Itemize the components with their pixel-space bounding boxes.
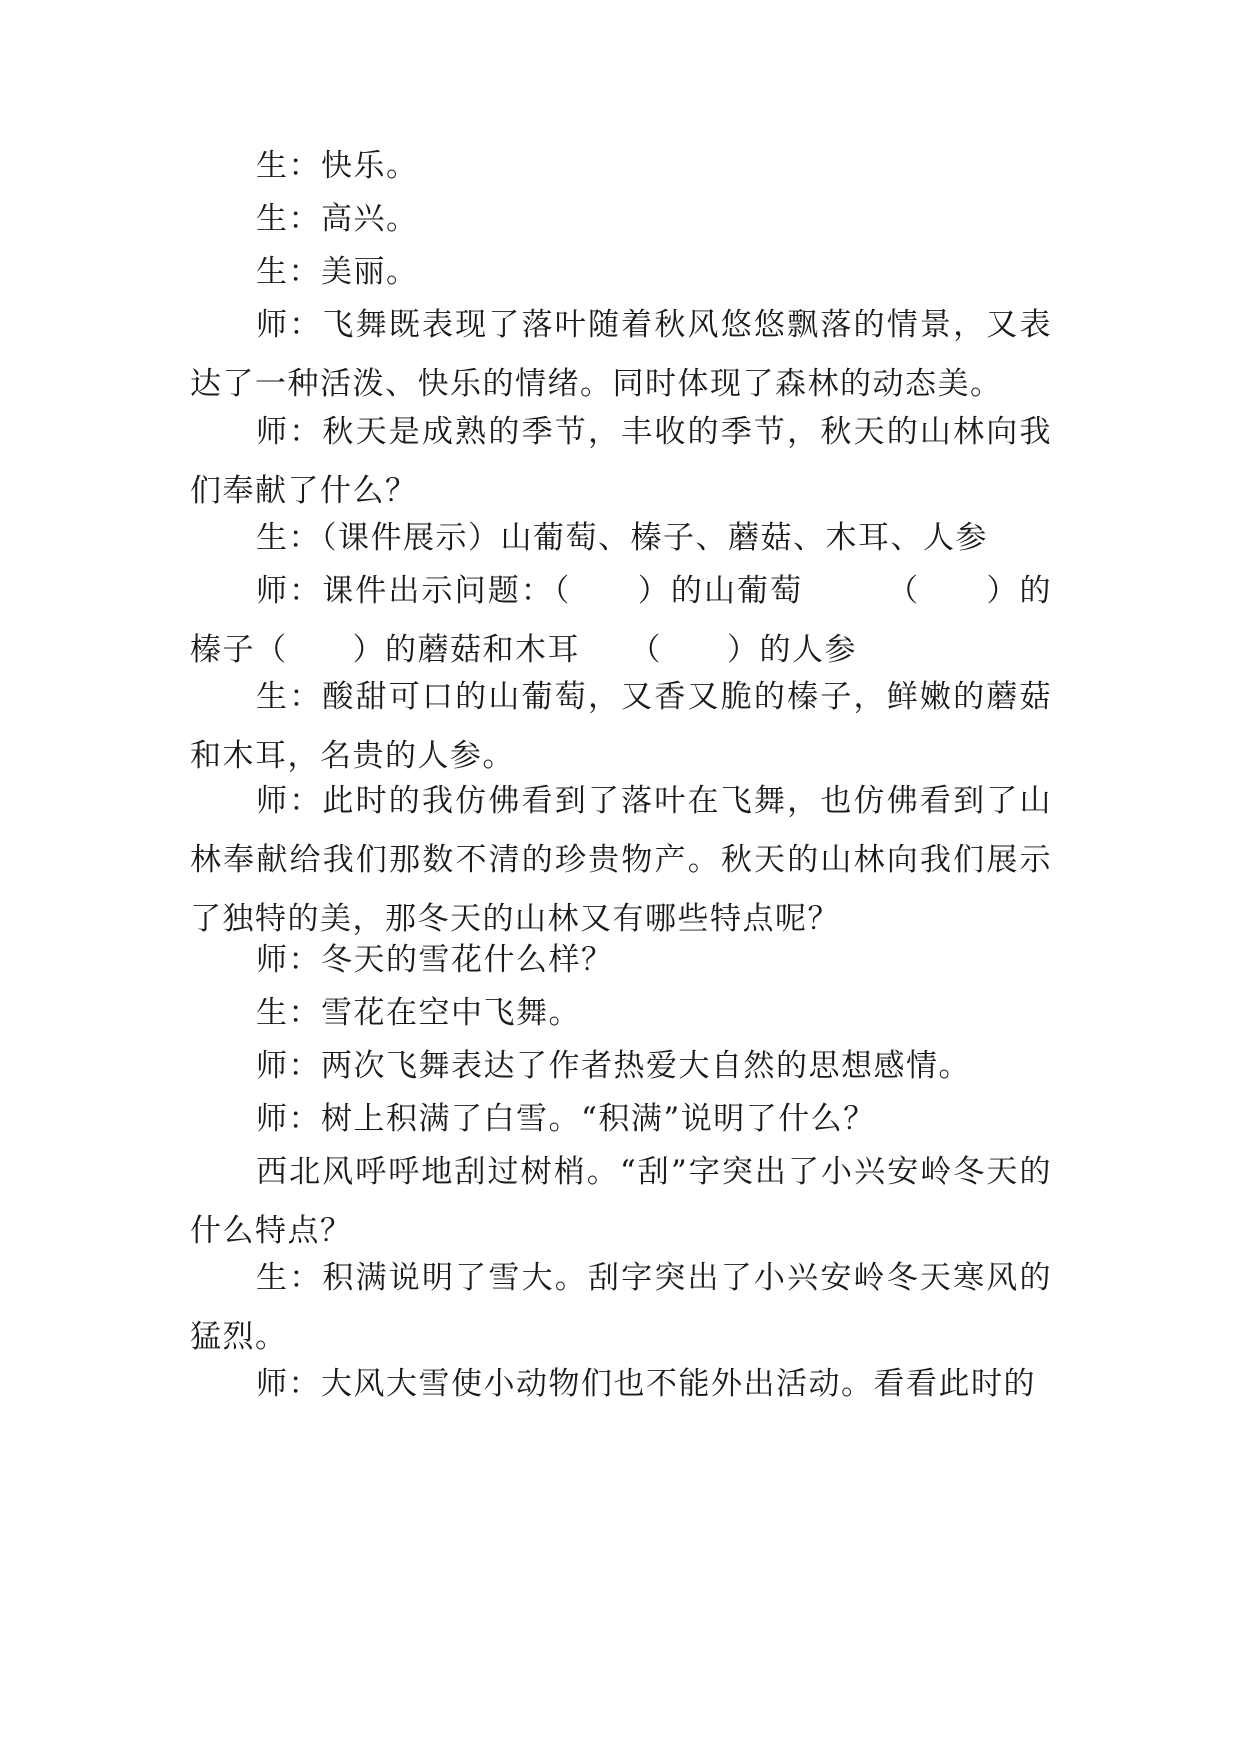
paragraph-12: 师：两次飞舞表达了作者热爱大自然的思想感情。 bbox=[256, 1048, 971, 1084]
paragraph-1: 生：快乐。 bbox=[256, 148, 419, 184]
paragraph-4: 师：飞舞既表现了落叶随着秋风悠悠飘落的情景，又表达了一种活泼、快乐的情绪。同时体现了森林的动态美。 bbox=[190, 307, 1052, 402]
paragraph-14: 西北风呼呼地刮过树梢。“刮”字突出了小兴安岭冬天的什么特点？ bbox=[190, 1154, 1052, 1249]
paragraph-6: 生：（课件展示）山葡萄、榛子、蘑菇、木耳、人参 bbox=[256, 520, 988, 556]
paragraph-7: 师：课件出示问题：（ ）的山葡萄 （ ）的榛子（ ）的蘑菇和木耳 （ ）的人参 bbox=[190, 573, 1052, 668]
paragraph-10: 师：冬天的雪花什么样？ bbox=[256, 942, 614, 978]
paragraph-16: 师：大风大雪使小动物们也不能外出活动。看看此时的 bbox=[256, 1366, 1036, 1402]
paragraph-15: 生：积满说明了雪大。刮字突出了小兴安岭冬天寒风的猛烈。 bbox=[190, 1260, 1052, 1355]
paragraph-5: 师：秋天是成熟的季节，丰收的季节，秋天的山林向我们奉献了什么？ bbox=[190, 414, 1052, 509]
paragraph-8: 生：酸甜可口的山葡萄，又香又脆的榛子，鲜嫩的蘑菇和木耳，名贵的人参。 bbox=[190, 679, 1052, 774]
paragraph-3: 生：美丽。 bbox=[256, 254, 419, 290]
paragraph-11: 生：雪花在空中飞舞。 bbox=[256, 995, 581, 1031]
paragraph-9: 师：此时的我仿佛看到了落叶在飞舞，也仿佛看到了山林奉献给我们那数不清的珍贵物产。秋天的山林向我们展示了独特的美，那冬天的山林又有哪些特点呢？ bbox=[190, 783, 1052, 937]
paragraph-13: 师：树上积满了白雪。“积满”说明了什么？ bbox=[256, 1101, 876, 1137]
paragraph-2: 生：高兴。 bbox=[256, 201, 419, 237]
